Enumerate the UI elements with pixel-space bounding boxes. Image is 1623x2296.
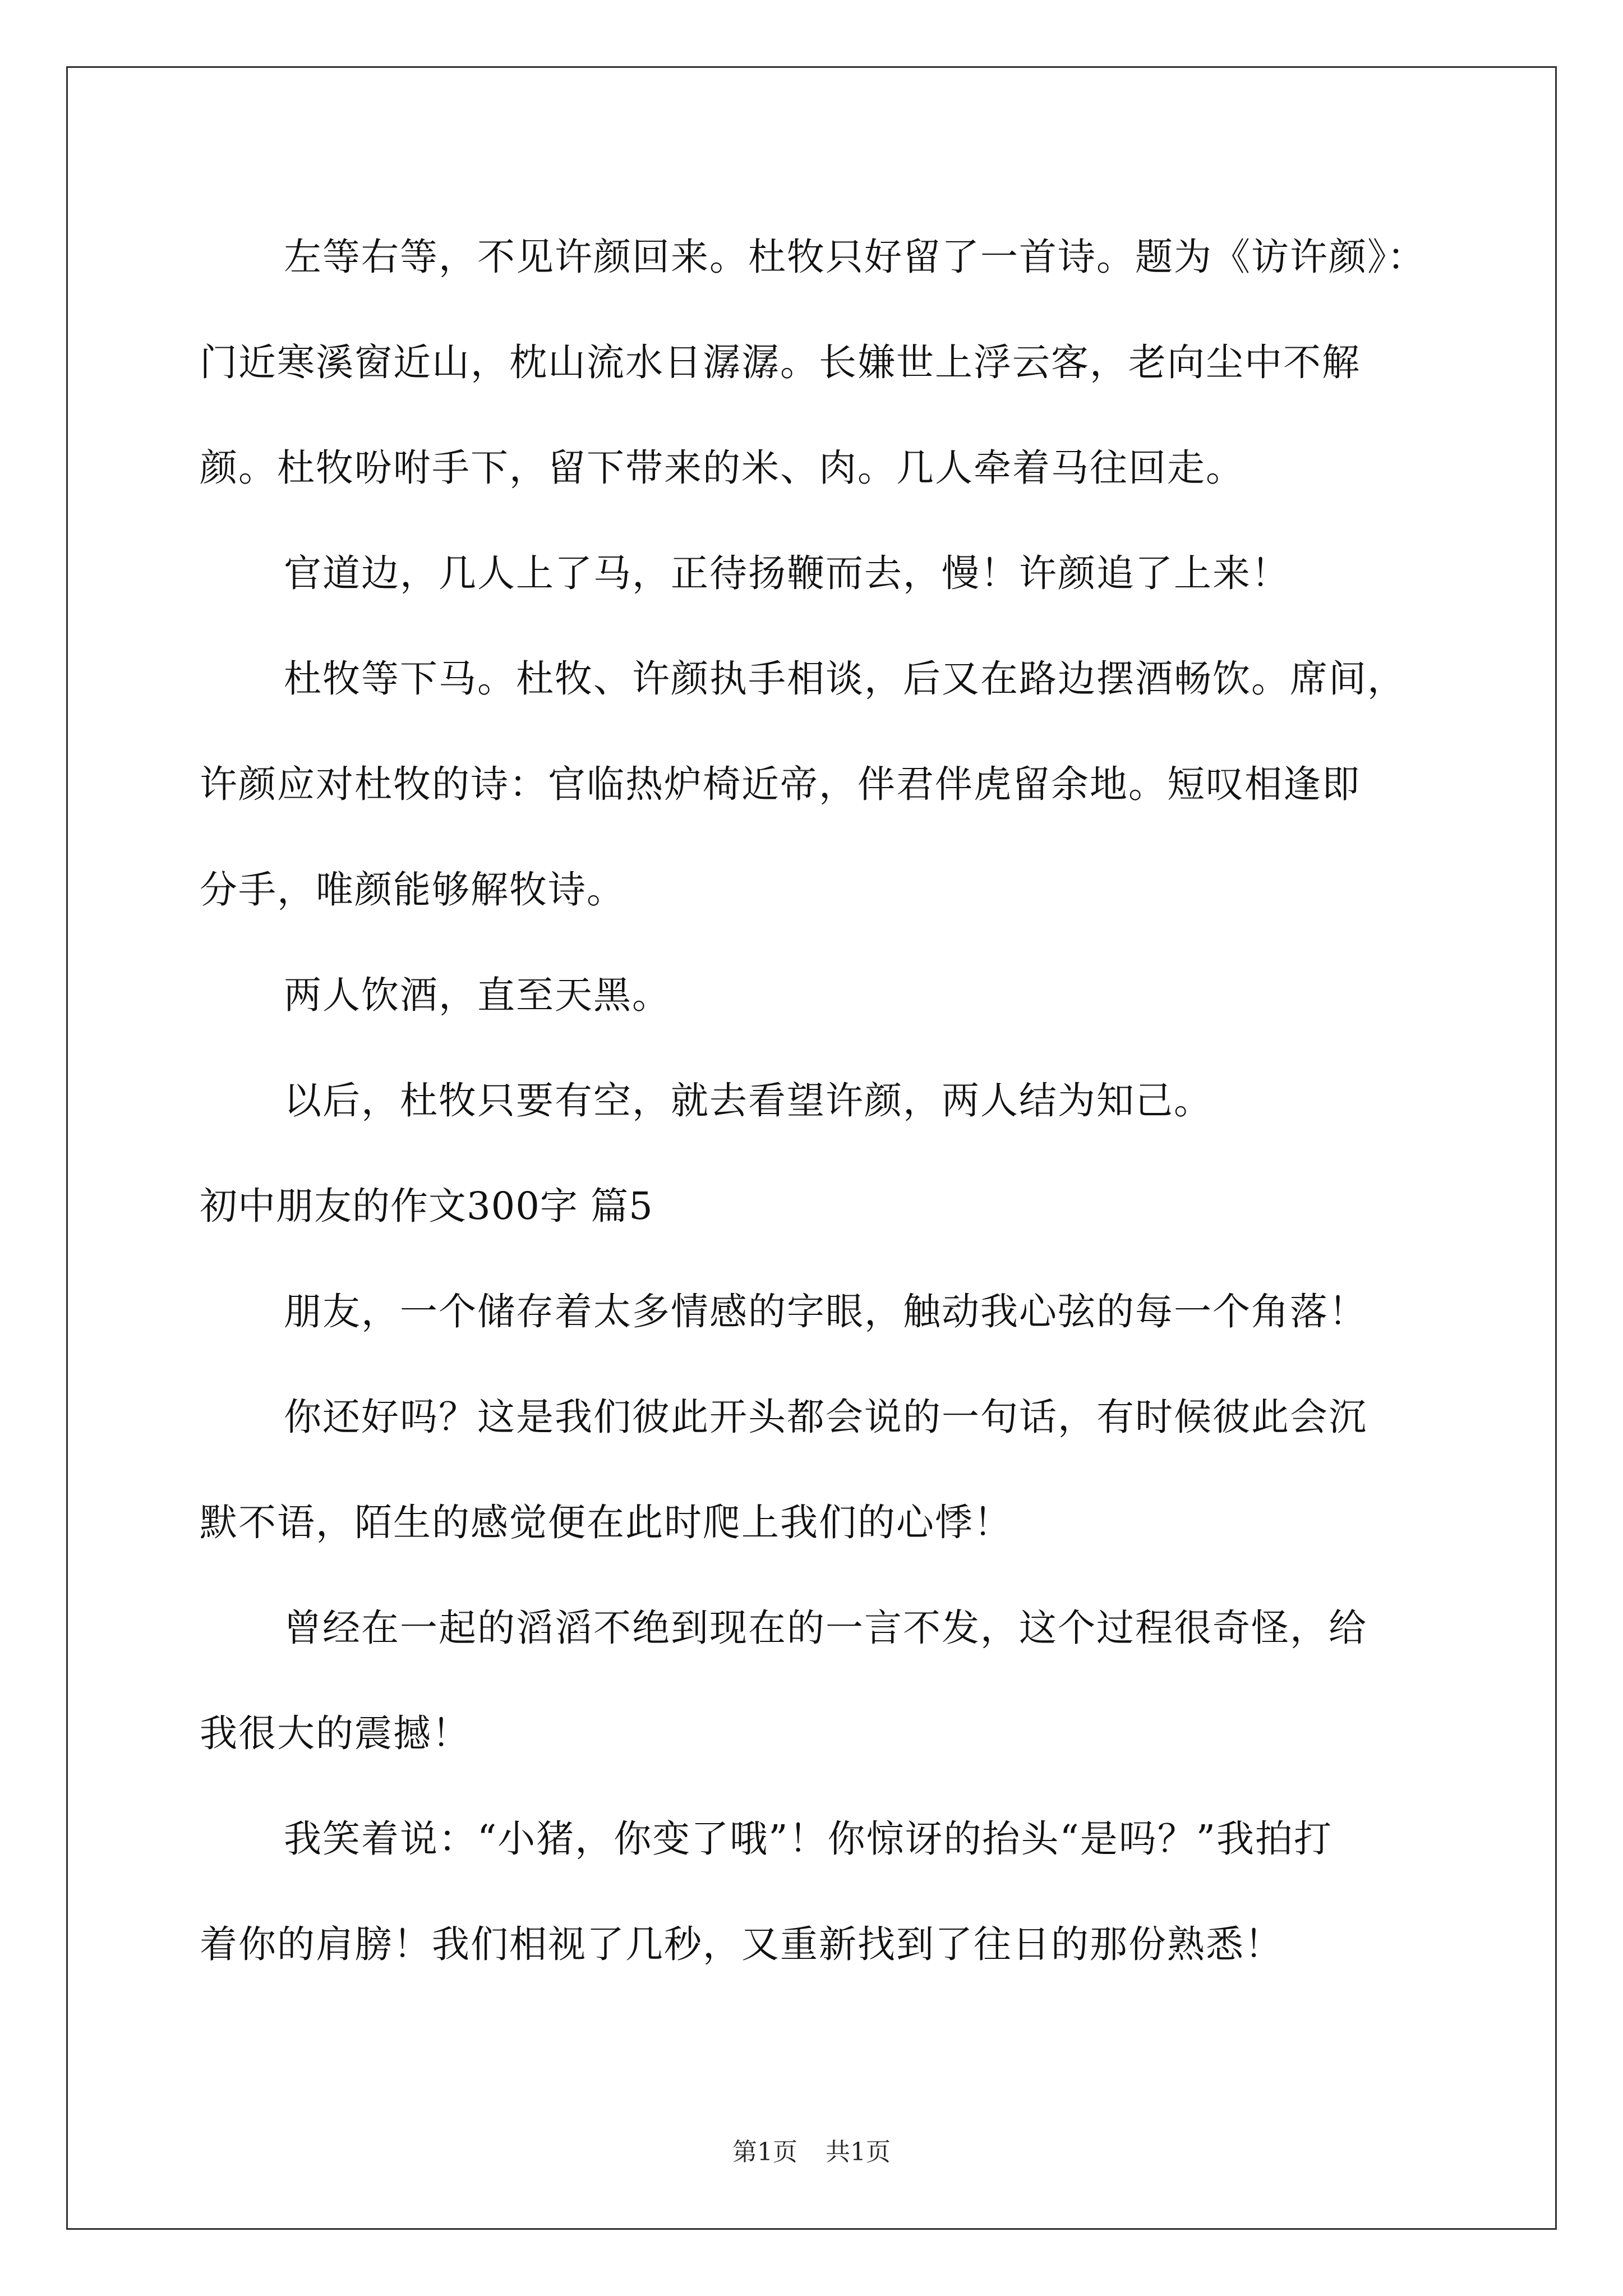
paragraph-line: 杜牧等下马。杜牧、许颜执手相谈，后又在路边摆酒畅饮。席间， xyxy=(284,657,1406,701)
paragraph-line: 曾经在一起的滔滔不绝到现在的一言不发，这个过程很奇怪，给 xyxy=(284,1606,1367,1650)
paragraph-line: 分手，唯颜能够解牧诗。 xyxy=(200,868,625,912)
paragraph-line: 两人饮酒，直至天黑。 xyxy=(284,973,671,1017)
paragraph-line: 左等右等，不见许颜回来。杜牧只好留了一首诗。题为《访许颜》： xyxy=(284,235,1426,279)
paragraph-line: 朋友，一个储存着太多情感的字眼，触动我心弦的每一个角落！ xyxy=(284,1290,1367,1333)
section-heading: 初中朋友的作文300字 篇5 xyxy=(200,1184,653,1228)
document-body xyxy=(200,204,1439,1997)
paragraph-line: 着你的肩膀！我们相视了几秒，又重新找到了往日的那份熟悉！ xyxy=(200,1922,1283,1966)
paragraph-line: 颜。杜牧吩咐手下，留下带来的米、肉。几人牵着马往回走。 xyxy=(200,446,1244,490)
page-footer xyxy=(0,2132,1623,2168)
paragraph-line: 我很大的震撼！ xyxy=(200,1711,471,1755)
paragraph-line: 许颜应对杜牧的诗：官临热炉椅近帝，伴君伴虎留余地。短叹相逢即 xyxy=(200,762,1361,806)
paragraph-line: 官道边，几人上了马，正待扬鞭而去，慢！许颜追了上来！ xyxy=(284,551,1290,595)
paragraph-line: 以后，杜牧只要有空，就去看望许颜，两人结为知己。 xyxy=(284,1079,1212,1122)
page-number: 第1页 xyxy=(732,2138,797,2166)
paragraph-line: 门近寒溪窗近山，枕山流水日潺潺。长嫌世上浮云客，老向尘中不解 xyxy=(200,341,1361,384)
paragraph-line: 默不语，陌生的感觉便在此时爬上我们的心悸！ xyxy=(200,1501,1012,1544)
paragraph-line: 你还好吗？这是我们彼此开头都会说的一句话，有时候彼此会沉 xyxy=(284,1395,1367,1439)
paragraph-line: 我笑着说：“小猪，你变了哦”！你惊讶的抬头“是吗？”我拍打 xyxy=(284,1817,1333,1861)
page-total: 共1页 xyxy=(826,2138,891,2166)
